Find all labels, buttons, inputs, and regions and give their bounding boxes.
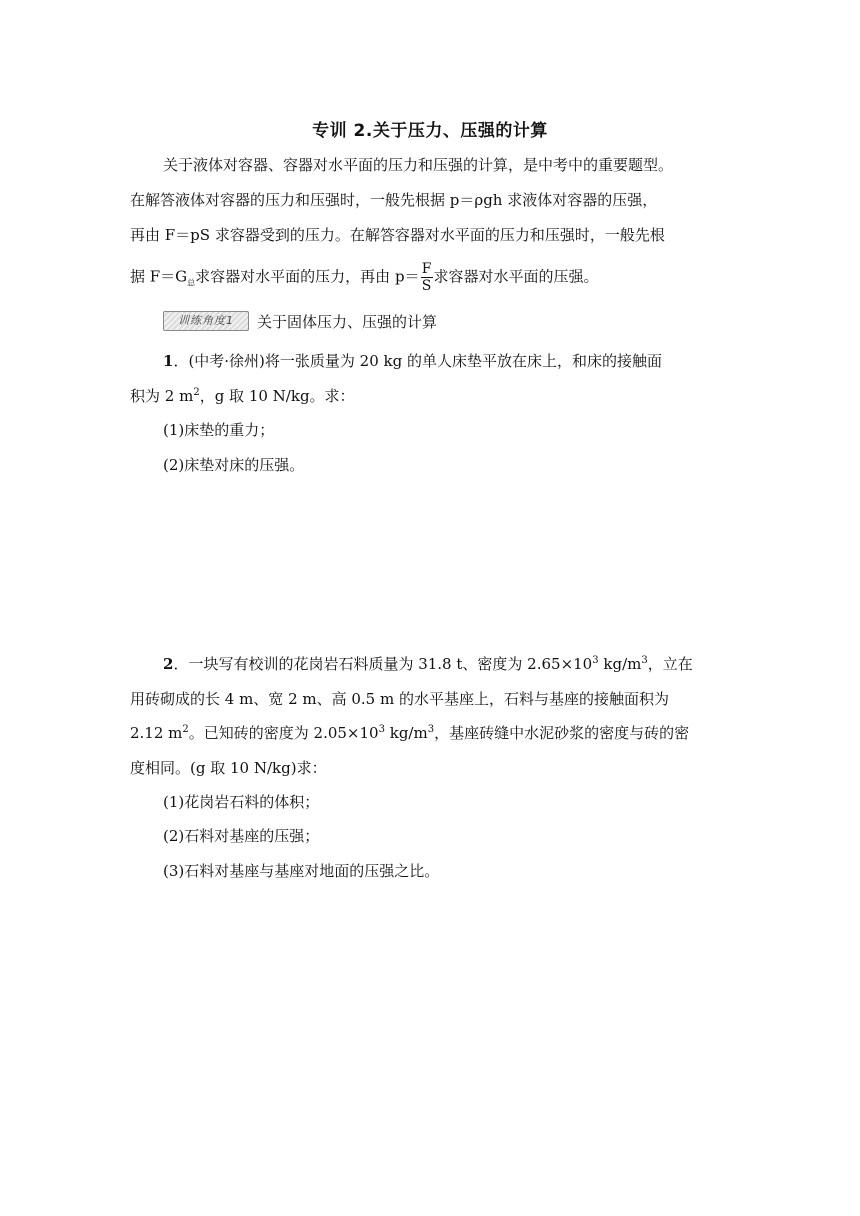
intro-line-4	[130, 261, 599, 294]
intro-line-4-part-c: 求容器对水平面的压强。	[433, 267, 599, 286]
question-2-text-3d: ，基座砖缝中水泥砂浆的密度与砖的密	[434, 724, 690, 742]
question-2-line-3	[130, 722, 689, 743]
question-2-sup-1: 3	[592, 655, 599, 666]
question-2-sup-4: 3	[378, 724, 385, 735]
page-title: 专训 2.关于压力、压强的计算	[312, 121, 548, 141]
question-1-text-2a: 积为 2 m	[130, 387, 194, 405]
question-1-number: 1	[163, 352, 174, 370]
fraction-denominator: S	[421, 278, 432, 294]
question-1-sub-2: (2)床垫对床的压强。	[163, 456, 305, 474]
section-title: 关于固体压力、压强的计算	[257, 313, 438, 331]
pressure-fraction	[421, 261, 433, 294]
training-angle-badge: 训练角度1	[163, 311, 249, 331]
intro-line-3: 再由 F＝pS 求容器受到的压力。在解答容器对水平面的压力和压强时，一般先根	[130, 226, 665, 244]
question-1-sup: 2	[193, 387, 200, 398]
question-2-sub-3: (3)石料对基座与基座对地面的压强之比。	[163, 862, 440, 880]
question-2-sub-2: (2)石料对基座的压强；	[163, 827, 320, 845]
intro-line-2: 在解答液体对容器的压力和压强时，一般先根据 p＝ρgh 求液体对容器的压强，	[130, 191, 658, 209]
intro-subscript-total: 总	[187, 278, 196, 288]
question-1-line-2	[130, 385, 355, 406]
question-2-number: 2	[163, 655, 174, 673]
question-1-text-1: ．(中考·徐州)将一张质量为 20 kg 的单人床垫平放在床上，和床的接触面	[173, 352, 662, 370]
question-2-sup-5: 3	[427, 724, 435, 735]
question-2-text-3a: 2.12 m	[130, 724, 183, 742]
question-2-text-1b: kg/m	[598, 655, 642, 673]
intro-line-4-part-a: 据 F＝G	[130, 267, 188, 286]
question-2-text-3b: 。已知砖的密度为 2.05×10	[188, 724, 379, 742]
question-2-text-3c: kg/m	[384, 724, 428, 742]
question-2-line-2: 用砖砌成的长 4 m、宽 2 m、高 0.5 m 的水平基座上，石料与基座的接触面积为	[130, 690, 669, 708]
question-2-line-4: 度相同。(g 取 10 N/kg)求：	[130, 759, 327, 777]
question-1-sub-1: (1)床垫的重力；	[163, 421, 275, 439]
question-2-line-1	[163, 653, 693, 674]
question-1-text-2b: ，g 取 10 N/kg。求：	[199, 387, 355, 405]
intro-line-4-part-b: 求容器对水平面的压力，再由 p＝	[195, 267, 420, 286]
fraction-numerator: F	[421, 261, 432, 277]
question-2-sup-2: 3	[641, 655, 648, 666]
question-2-sup-3: 2	[182, 724, 189, 735]
question-2-text-1c: ，立在	[647, 655, 693, 673]
question-2-text-1a: ．一块写有校训的花岗岩石料质量为 31.8 t、密度为 2.65×10	[173, 655, 593, 673]
question-2-sub-1: (1)花岗岩石料的体积；	[163, 793, 320, 811]
intro-line-1: 关于液体对容器、容器对水平面的压力和压强的计算，是中考中的重要题型。	[163, 156, 674, 174]
question-1-line-1	[163, 350, 662, 371]
